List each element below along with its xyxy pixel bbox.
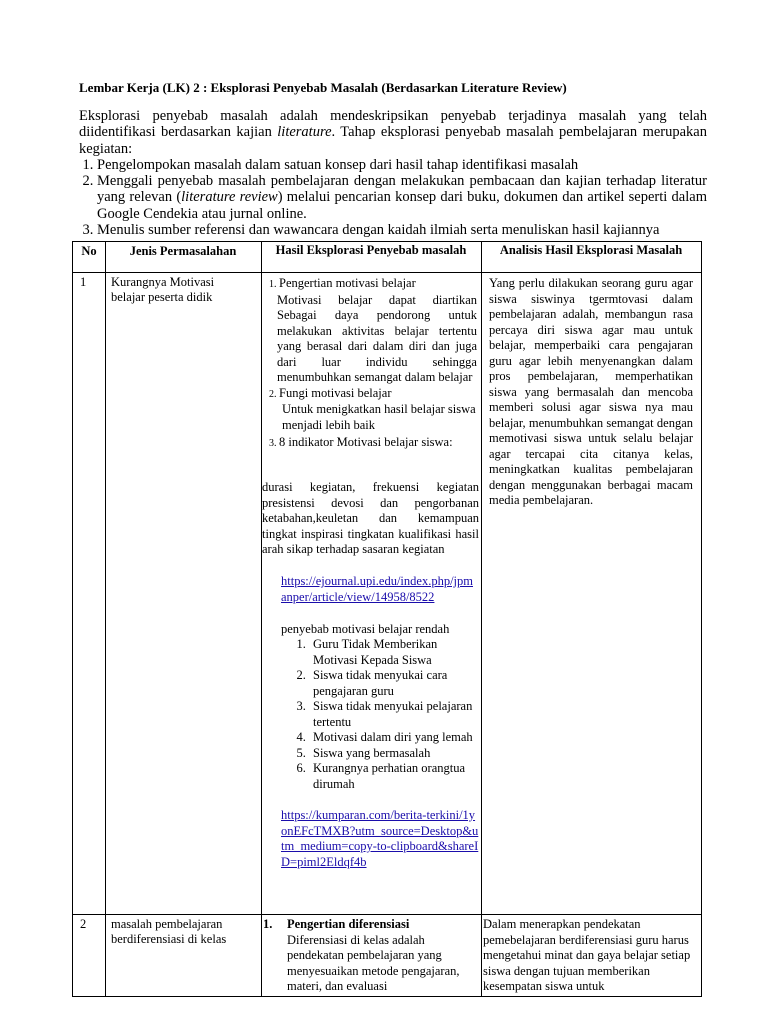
point-1: 1. Pengertian motivasi belajar xyxy=(269,276,416,290)
column-divider xyxy=(481,242,482,996)
point-3: 3. 8 indikator Motivasi belajar siswa: xyxy=(269,435,453,449)
step-item: 1. Pengelompokan masalah dalam satuan konsep dari hasil tahap identifikasi masalah xyxy=(97,157,707,173)
exploration-table xyxy=(72,241,702,997)
steps-list xyxy=(79,157,707,238)
cause-item: 6. Kurangnya perhatian orangtua dirumah xyxy=(309,761,477,792)
reference-link-1 xyxy=(281,574,477,605)
row2-jenis: masalah pembelajaran berdiferensiasi di kelas xyxy=(111,917,227,947)
header-hasil: Hasil Eksplorasi Penyebab masalah xyxy=(275,243,467,257)
intro-text: Eksplorasi penyebab masalah adalah mendeskripsikan penyebab terjadinya masalah yang telah diidentifikasi berdasarkan kajian xyxy=(79,108,707,141)
cause-item: 2. Siswa tidak menyukai cara pengajaran guru xyxy=(309,668,477,699)
column-divider xyxy=(261,242,262,996)
reference-link-2 xyxy=(281,808,479,870)
row1-analisis: Yang perlu dilakukan seorang guru agar siswa siswinya tgermtovasi dalam pembelajaran adalah, membangun rasa percaya diri siswa agar mau untuk belajar, memperbaiki cara pengajaran guru agar lebih menyenangkan dalam pros pembelajaran, memperhatikan siswa yang bermasalah dan mencoba memberi solusi agar siswa nya mau belajar, menumbuhkan semangat dengan memotivasi siswa untuk selalu belajar agar tercapai cita citanya kelas, meningkatkan kualitas pembelajaran dengan menggunakan berbagai macam media pembelajaran. xyxy=(489,276,693,507)
header-analisis: Analisis Hasil Eksplorasi Masalah xyxy=(499,243,683,257)
row2-no: 2 xyxy=(80,917,87,931)
point-2: 2. Fungi motivasi belajar xyxy=(269,385,392,400)
header-no: No xyxy=(81,244,97,258)
cause-item: 4. Motivasi dalam diri yang lemah xyxy=(309,730,477,746)
ejournal-link[interactable]: https://ejournal.upi.edu/index.php/jpmanper/article/view/14958/8522 xyxy=(281,574,473,604)
diff-point-1: 1. Pengertian diferensiasi xyxy=(263,917,410,931)
row2-hasil xyxy=(263,917,477,995)
kumparan-link[interactable]: https://kumparan.com/berita-terkini/1yonEFcTMXB?utm_source=Desktop&utm_medium=copy-to-clipboard&shareID=piml2Eldqf4b xyxy=(281,808,479,869)
diff-point-1-body: Diferensiasi di kelas adalah pendekatan pembelajaran yang menyesuaikan metode pengajaran, materi, dan evaluasi xyxy=(287,932,460,993)
point-1-body: Motivasi belajar dapat diartikan Sebagai daya pendorong untuk melakukan aktivitas belajar tertentu yang berasal dari dalam diri dan juga dari luar individu sehingga menumbuhkan semangat dalam belajar xyxy=(277,292,477,384)
intro-text-end: . Tahap eksplorasi penyebab masalah pembelajaran merupakan kegiatan: xyxy=(79,124,707,157)
step-item: 2. Menggali penyebab masalah pembelajaran dengan melakukan pembacaan dan kajian terhadap literatur yang relevan (literature review) melalui pencarian konsep dari buku, dokumen dan artikel seperti dalam Google Cendekia atau jurnal online. xyxy=(97,173,707,222)
row2-analisis: Dalam menerapkan pendekatan pemebelajaran berdiferensiasi guru harus mengetahui minat dan gaya belajar setiap siswa dengan tujuan memberikan kesempatan siswa untuk xyxy=(483,917,691,993)
cause-item: 1. Guru Tidak Memberikan Motivasi Kepada Siswa xyxy=(309,637,477,668)
point-2-body: Untuk menigkatkan hasil belajar siswa menjadi lebih baik xyxy=(282,402,476,432)
intro-section xyxy=(79,108,707,238)
cause-item: 3. Siswa tidak menyukai pelajaran tertentu xyxy=(309,699,477,730)
row1-no: 1 xyxy=(80,275,87,289)
intro-italic: literature xyxy=(277,124,332,141)
row1-jenis: Kurangnya Motivasi belajar peserta didik xyxy=(111,275,215,305)
row-divider xyxy=(73,914,701,915)
row1-hasil xyxy=(269,276,477,452)
intro-paragraph xyxy=(79,108,707,157)
causes-section xyxy=(281,637,477,792)
causes-title: penyebab motivasi belajar rendah xyxy=(281,622,450,636)
header-jenis: Jenis Permasalahan xyxy=(129,244,237,258)
point-3-body: durasi kegiatan, frekuensi kegiatan presistensi devosi dan pengorbanan ketabahan,keuletan dan kemampuan tingkat inspirasi tingkatan kualifikasi hasil arah sikap terhadap sasaran kegiatan xyxy=(262,480,479,556)
column-divider xyxy=(105,242,106,996)
step-item: 3. Menulis sumber referensi dan wawancara dengan kaidah ilmiah serta menuliskan hasil kajiannya xyxy=(97,222,707,238)
cause-item: 5. Siswa yang bermasalah xyxy=(309,746,477,762)
causes-list xyxy=(281,637,477,792)
page-title: Lembar Kerja (LK) 2 : Eksplorasi Penyebab Masalah (Berdasarkan Literature Review) xyxy=(79,80,567,95)
row-divider xyxy=(73,272,701,273)
